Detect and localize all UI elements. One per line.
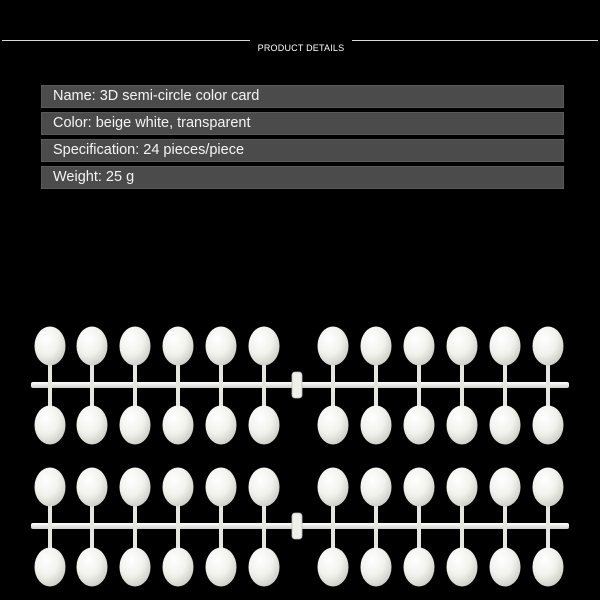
nail-tip [77, 406, 108, 445]
section-title: PRODUCT DETAILS [257, 43, 345, 53]
nail-tip [447, 468, 478, 507]
tip-stem [219, 526, 223, 551]
nail-tip [120, 327, 151, 366]
tip-stem [417, 385, 421, 409]
tip-stem [417, 526, 421, 551]
nail-tip [404, 327, 435, 366]
card-clip [292, 513, 302, 539]
tip-stem [331, 526, 335, 551]
nail-tip [163, 468, 194, 507]
product-photo [0, 300, 600, 600]
tip-stem [133, 526, 137, 551]
nail-tip [120, 468, 151, 507]
nail-tip [533, 548, 564, 587]
tip-stem [90, 385, 94, 409]
nail-tip [361, 468, 392, 507]
nail-tip [206, 468, 237, 507]
nail-tip [404, 548, 435, 587]
nail-tip [490, 548, 521, 587]
tip-stem [48, 526, 52, 551]
header-rule-right [352, 40, 598, 41]
tip-stem [546, 526, 550, 551]
tip-stem [133, 385, 137, 409]
tip-stem [460, 385, 464, 409]
nail-tip [404, 468, 435, 507]
nail-tip [447, 327, 478, 366]
tip-stem [331, 385, 335, 409]
nail-tip [249, 548, 280, 587]
nail-tip [318, 406, 349, 445]
nail-tip [163, 327, 194, 366]
nail-tip [361, 327, 392, 366]
nail-tip [361, 548, 392, 587]
tip-stem [374, 526, 378, 551]
nail-tip [318, 548, 349, 587]
tip-stem [219, 385, 223, 409]
nail-tip [35, 548, 66, 587]
color-card-2 [31, 468, 569, 587]
nail-tip [206, 548, 237, 587]
section-header [0, 34, 600, 64]
nail-tip [533, 327, 564, 366]
nail-tip [318, 468, 349, 507]
nail-tip [533, 406, 564, 445]
nail-tip [77, 548, 108, 587]
tip-stem [176, 526, 180, 551]
color-card-1 [31, 327, 569, 445]
spec-weight: Weight: 25 g [41, 166, 564, 189]
nail-tip [490, 406, 521, 445]
spec-name: Name: 3D semi-circle color card [41, 85, 564, 108]
tip-stem [503, 526, 507, 551]
card-clip [292, 372, 302, 398]
spec-specification: Specification: 24 pieces/piece [41, 139, 564, 162]
nail-tip [361, 406, 392, 445]
nail-tip [249, 468, 280, 507]
spec-color: Color: beige white, transparent [41, 112, 564, 135]
nail-tip [206, 406, 237, 445]
nail-tip [35, 468, 66, 507]
nail-tip [77, 468, 108, 507]
header-rule-left [2, 40, 250, 41]
nail-tip [249, 406, 280, 445]
nail-tip [35, 406, 66, 445]
nail-tip [206, 327, 237, 366]
nail-tip [404, 406, 435, 445]
tip-stem [262, 526, 266, 551]
tip-stem [503, 385, 507, 409]
nail-tip [249, 327, 280, 366]
nail-tip [35, 327, 66, 366]
nail-tip [490, 468, 521, 507]
nail-tip [318, 327, 349, 366]
nail-tip [533, 468, 564, 507]
nail-tip [120, 406, 151, 445]
nail-tip [77, 327, 108, 366]
nail-tip [163, 406, 194, 445]
nail-tip [447, 548, 478, 587]
nail-tip [447, 406, 478, 445]
tip-stem [262, 385, 266, 409]
nail-tip [490, 327, 521, 366]
tip-stem [460, 526, 464, 551]
tip-stem [546, 385, 550, 409]
tip-stem [176, 385, 180, 409]
spec-list [41, 85, 564, 193]
nail-tip [120, 548, 151, 587]
nail-tip [163, 548, 194, 587]
tip-stem [374, 385, 378, 409]
tip-stem [48, 385, 52, 409]
tip-stem [90, 526, 94, 551]
